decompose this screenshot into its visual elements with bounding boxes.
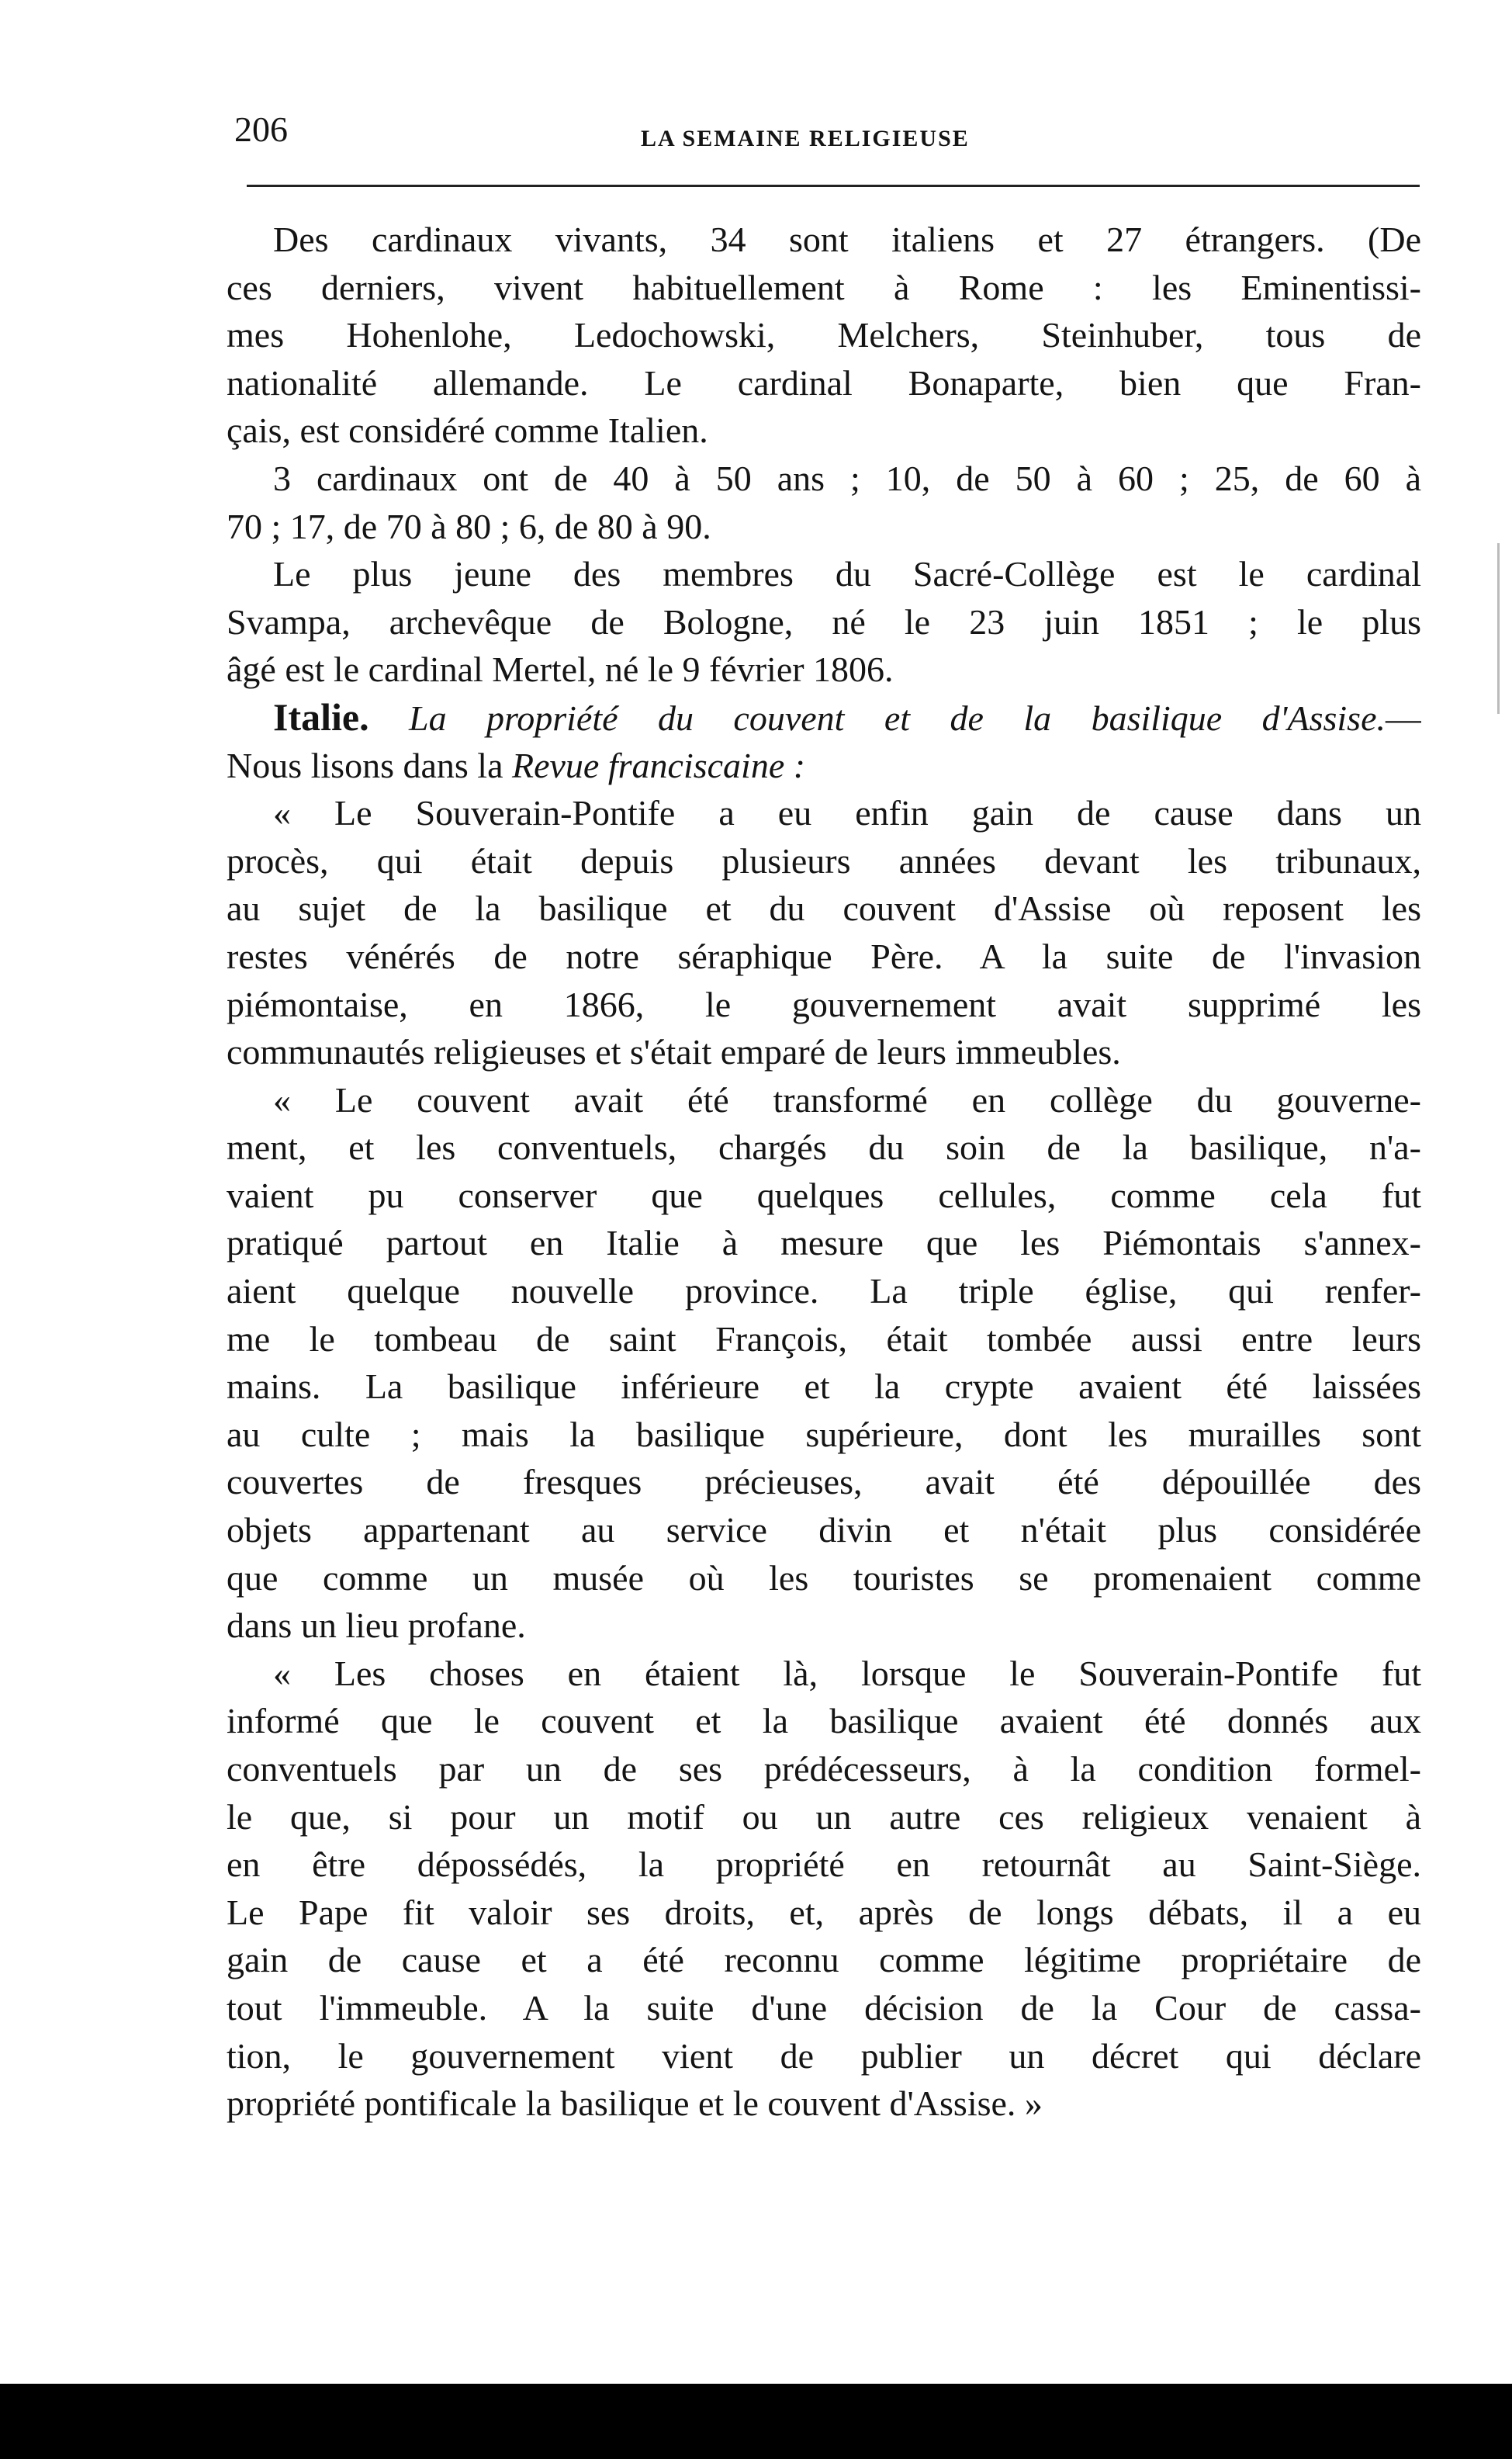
source-line-start: Nous lisons dans la <box>227 745 503 785</box>
quote-line: gain de cause et a été reconnu comme légitime propriétaire de <box>227 1940 1421 1980</box>
quote-line: « Le Souverain-Pontife a eu enfin gain de cause dans un <box>273 793 1421 833</box>
running-head: LA SEMAINE RELIGIEUSE <box>641 126 970 151</box>
quote-line: dans un lieu profane. <box>227 1605 526 1646</box>
quote-line: piémontaise, en 1866, le gouvernement avait supprimé les <box>227 984 1421 1024</box>
text-line: çais, est considéré comme Italien. <box>227 410 708 451</box>
text-line: Des cardinaux vivants, 34 sont italiens et 27 étrangers. (De <box>273 220 1421 259</box>
quote-line: vaient pu conserver que quelques cellules, comme cela fut <box>227 1175 1421 1215</box>
quote-line: me le tombeau de saint François, était tombée aussi entre leurs <box>227 1318 1421 1359</box>
quote-line: aient quelque nouvelle province. La triple église, qui renfer- <box>227 1271 1421 1311</box>
quote-line: conventuels par un de ses prédécesseurs, à la condition formel- <box>227 1749 1421 1789</box>
section-title: La propriété du couvent et de la basilique d'Assise. <box>409 698 1386 738</box>
quote-line: procès, qui était depuis plusieurs années devant les tribunaux, <box>227 840 1421 881</box>
quote-line: au sujet de la basilique et du couvent d'Assise où reposent les <box>227 888 1421 929</box>
quote-line: le que, si pour un motif ou un autre ces religieux venaient à <box>227 1796 1421 1837</box>
text-line: âgé est le cardinal Mertel, né le 9 février 1806. <box>227 649 894 690</box>
quote-line: tion, le gouvernement vient de publier un décret qui déclare <box>227 2035 1421 2076</box>
scan-bottom-band <box>0 2384 1512 2459</box>
text-line: ces derniers, vivent habituellement à Rome : les Eminentissi- <box>227 267 1421 307</box>
source-line <box>227 742 1421 790</box>
quote-line: restes vénérés de notre séraphique Père. A la suite de l'invasion <box>227 936 1421 976</box>
quote-line: tout l'immeuble. A la suite d'une décision de la Cour de cassa- <box>227 1987 1421 2028</box>
section-dash: — <box>1386 698 1421 738</box>
quote-line: pratiqué partout en Italie à mesure que les Piémontais s'annex- <box>227 1223 1421 1263</box>
quote-line: Le Pape fit valoir ses droits, et, après de longs débats, il a eu <box>227 1892 1421 1932</box>
quote-line: couvertes de fresques précieuses, avait été dépouillée des <box>227 1462 1421 1502</box>
header-rule <box>247 185 1420 187</box>
quote-line: communautés religieuses et s'était emparé de leurs immeubles. <box>227 1032 1121 1072</box>
quote-line: mains. La basilique inférieure et la crypte avaient été laissées <box>227 1366 1421 1407</box>
quote-line: que comme un musée où les touristes se promenaient comme <box>227 1557 1421 1598</box>
quote-line: ment, et les conventuels, chargés du soin de la basilique, n'a- <box>227 1127 1421 1168</box>
source-title: Revue franciscaine : <box>512 745 806 785</box>
quote-line: « Les choses en étaient là, lorsque le Souverain-Pontife fut <box>273 1653 1421 1693</box>
quote-line: en être dépossédés, la propriété en retournât au Saint-Siège. <box>227 1844 1421 1885</box>
text-line: 70 ; 17, de 70 à 80 ; 6, de 80 à 90. <box>227 506 711 546</box>
text-block <box>227 216 1421 2128</box>
section-heading: Italie. <box>273 694 369 739</box>
quote-line: au culte ; mais la basilique supérieure, dont les murailles sont <box>227 1414 1421 1454</box>
quote-line: « Le couvent avait été transformé en collège du gouverne- <box>273 1079 1421 1120</box>
text-line: Svampa, archevêque de Bologne, né le 23 juin 1851 ; le plus <box>227 601 1421 642</box>
quote-line: propriété pontificale la basilique et le couvent d'Assise. » <box>227 2083 1043 2124</box>
quote-line: objets appartenant au service divin et n'était plus considérée <box>227 1510 1421 1550</box>
text-line: Le plus jeune des membres du Sacré-Collège est le cardinal <box>273 554 1421 594</box>
text-line: mes Hohenlohe, Ledochowski, Melchers, Steinhuber, tous de <box>227 315 1421 355</box>
text-line: 3 cardinaux ont de 40 à 50 ans ; 10, de 50 à 60 ; 25, de 60 à <box>273 458 1421 498</box>
quote-line: informé que le couvent et la basilique avaient été donnés aux <box>227 1701 1421 1741</box>
margin-scan-mark <box>1497 543 1500 714</box>
text-line: nationalité allemande. Le cardinal Bonaparte, bien que Fran- <box>227 362 1421 403</box>
page-number: 206 <box>234 109 288 149</box>
section-heading-line <box>227 694 1421 742</box>
